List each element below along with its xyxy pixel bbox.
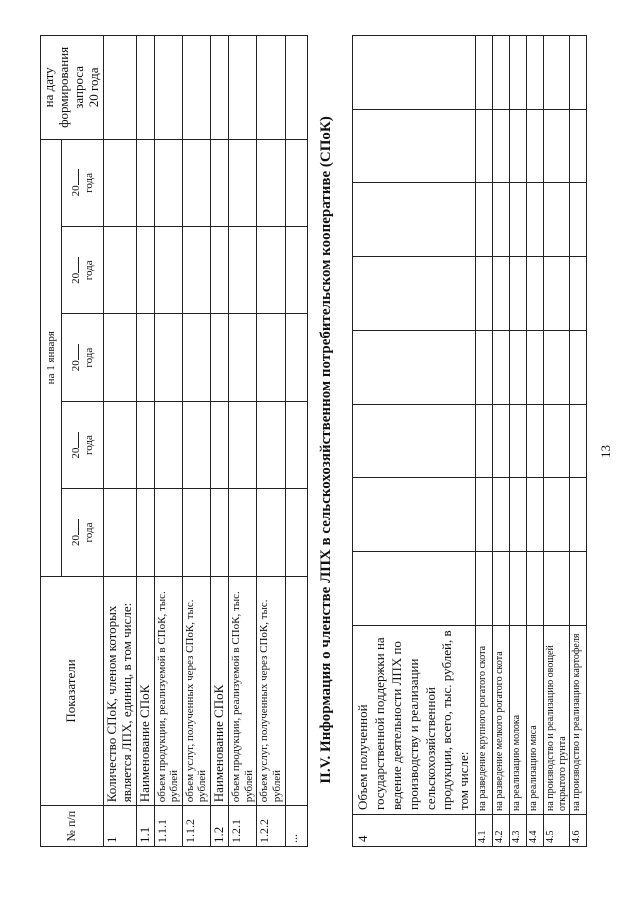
row-number: 1.2.2 (257, 806, 285, 847)
row-number: 4.2 (493, 815, 510, 847)
table-row (285, 36, 307, 847)
row-number: 1.2.1 (229, 806, 257, 847)
row-label: на разведение мелкого рогатого скота (493, 625, 510, 814)
support-table (352, 35, 587, 847)
row-number: ... (285, 806, 307, 847)
row-label: на реализацию молока (510, 625, 527, 814)
row-label: Количество СПоК, членом которых является ЛПХ, единиц, в том числе: (103, 576, 136, 806)
table-row (544, 36, 570, 847)
row-number: 4.3 (510, 815, 527, 847)
row-number: 4.4 (527, 815, 544, 847)
row-number: 1 (103, 806, 136, 847)
row-number: 1.1 (136, 806, 154, 847)
header-jan1: на 1 января (41, 139, 62, 576)
header-date-label: на дату формирования запроса (41, 46, 86, 128)
header-year: 20 года (61, 227, 103, 314)
header-year: 20 года (61, 139, 103, 226)
table-row (154, 36, 182, 847)
header-row (41, 36, 62, 847)
row-number: 1.1.2 (182, 806, 210, 847)
table-row (510, 36, 527, 847)
cooperative-table (40, 35, 308, 847)
row-label: Наименование СПоК (211, 576, 229, 806)
table-row (476, 36, 493, 847)
header-date-of-request (41, 36, 104, 140)
row-label: на разведение крупного рогатого скота (476, 625, 493, 814)
row-label (285, 576, 307, 806)
row-label: объем продукции, реализуемой в СПоК, тыс. рублей (229, 576, 257, 806)
section-title: II.V. Информация о членстве ЛПХ в сельскохозяйственном потребительском кооперативе (СПоК) (318, 116, 334, 784)
header-date-year: 20 года (85, 67, 101, 108)
table-row (353, 36, 476, 847)
row-label: объем продукции, реализуемой в СПоК, тыс. рублей (154, 576, 182, 806)
table-row (136, 36, 154, 847)
table-row (570, 36, 587, 847)
row-number: 4 (353, 815, 476, 847)
row-label: на производство и реализацию картофеля (570, 625, 587, 814)
table-row (182, 36, 210, 847)
page-number: 13 (598, 445, 613, 458)
table-row (527, 36, 544, 847)
table-row (229, 36, 257, 847)
table-row (211, 36, 229, 847)
row-label: Объем полученной государственной поддержки на ведение деятельности ЛПХ по производству и реализации сельскохозяйственной продукции, всего, тыс. рублей, в том числе: (353, 625, 476, 814)
header-num: № п/п (41, 806, 104, 847)
table-row (103, 36, 136, 847)
row-label: Наименование СПоК (136, 576, 154, 806)
header-year: 20 года (61, 314, 103, 401)
row-number: 4.1 (476, 815, 493, 847)
row-number: 4.6 (570, 815, 587, 847)
row-label: на производство и реализацию овощей открытого грунта (544, 625, 570, 814)
row-number: 1.1.1 (154, 806, 182, 847)
row-label: объем услуг, полученных через СПоК, тыс. рублей (257, 576, 285, 806)
header-year: 20 года (61, 401, 103, 488)
header-year: 20 года (61, 489, 103, 576)
table-row (493, 36, 510, 847)
header-indicator: Показатели (41, 576, 104, 806)
row-label: объем услуг, полученных через СПоК, тыс. рублей (182, 576, 210, 806)
row-number: 4.5 (544, 815, 570, 847)
row-label: на реализацию мяса (527, 625, 544, 814)
row-number: 1.2 (211, 806, 229, 847)
table-row (257, 36, 285, 847)
